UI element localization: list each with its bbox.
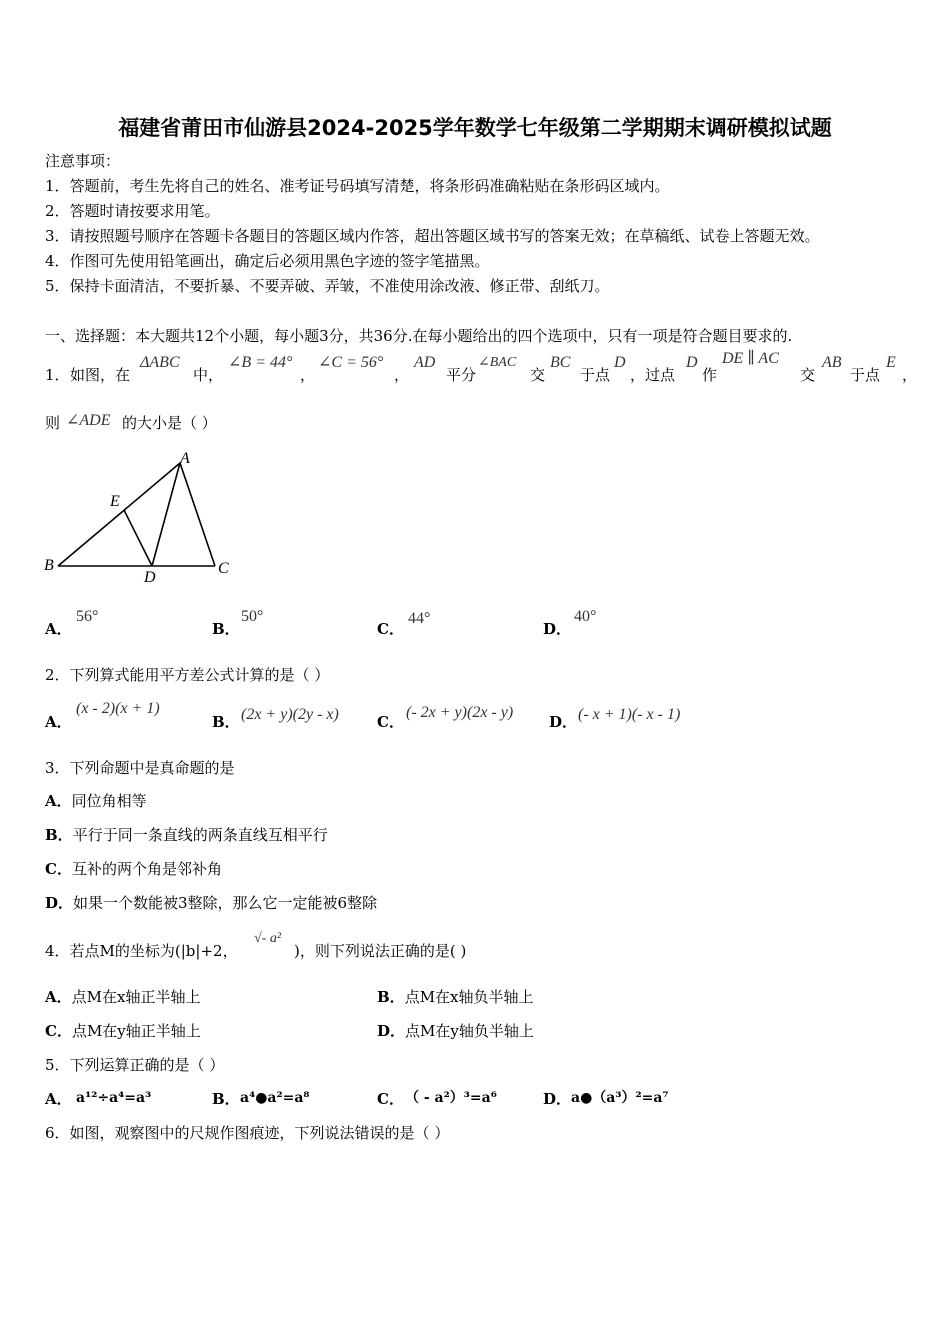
q1-option-c-label[interactable]: C． (377, 620, 404, 638)
q4-option-b[interactable] (377, 988, 534, 1006)
q1-option-b-value: 50° (241, 608, 264, 625)
label-b: B (44, 557, 54, 574)
q4-option-b-label: B． (377, 988, 405, 1006)
q4-sqrt-expression: √- a² (254, 931, 282, 946)
q1-text: ，过点 (630, 366, 676, 384)
q1-text: ， (394, 366, 410, 384)
question-3-stem: 3．下列命题中是真命题的是 (45, 759, 235, 777)
q2-option-c-value: (- 2x + y)(2x - y) (406, 704, 514, 721)
q1-math-d: D (614, 354, 626, 371)
q1-text: 作 (702, 366, 718, 384)
q1-text: ， (902, 366, 918, 384)
q1-math-angle-c: ∠C = 56° (318, 354, 384, 371)
q1-text: 则 (45, 414, 61, 432)
q4-option-c-value: 点M在y轴正半轴上 (71, 1022, 201, 1040)
q4-option-d-value: 点M在y轴负半轴上 (405, 1022, 534, 1040)
q2-option-b-value: (2x + y)(2y - x) (241, 706, 339, 723)
q3-option-c-label: C． (45, 860, 72, 878)
q1-option-d-value: 40° (574, 608, 597, 625)
q1-text: 如图，在 (70, 366, 131, 384)
question-2-stem: 2．下列算式能用平方差公式计算的是（ ） (45, 666, 330, 684)
q2-option-d-value: (- x + 1)(- x - 1) (578, 706, 681, 723)
section-heading: 一、选择题：本大题共12个小题，每小题3分，共36分.在每小题给出的四个选项中，只有一项是符合题目要求的. (45, 327, 793, 345)
q1-text: 交 (800, 366, 816, 384)
q1-text: 平分 (446, 366, 477, 384)
q5-option-d-value: a●（a³）²=a⁷ (571, 1090, 669, 1106)
notice-item: 5．保持卡面清洁，不要折暴、不要弄破、弄皱，不准使用涂改液、修正带、刮纸刀。 (45, 277, 610, 295)
q5-option-b-label[interactable]: B． (212, 1090, 240, 1108)
q5-option-b-value: a⁴●a²=a⁸ (240, 1090, 310, 1106)
q3-option-b[interactable] (45, 826, 328, 844)
q4-option-d[interactable] (377, 1022, 534, 1040)
q5-option-c-label[interactable]: C． (377, 1090, 404, 1108)
notice-item: 3．请按照题号顺序在答题卡各题目的答题区域内作答，超出答题区域书写的答案无效；在草稿纸、试卷上答题无效。 (45, 227, 820, 245)
q3-option-a-value: 同位角相等 (71, 792, 147, 810)
q3-option-b-label: B． (45, 826, 73, 844)
q3-option-d-value: 如果一个数能被3整除，那么它一定能被6整除 (73, 894, 378, 912)
q4-option-a[interactable] (45, 988, 200, 1006)
q5-option-d-label[interactable]: D． (543, 1090, 572, 1108)
q1-math-de-parallel-ac: DE ∥ AC (722, 350, 779, 367)
q2-option-a-label[interactable]: A． (45, 713, 72, 731)
notice-item: 1．答题前，考生先将自己的姓名、准考证号码填写清楚，将条形码准确粘贴在条形码区域内。 (45, 177, 670, 195)
q3-option-d[interactable] (45, 894, 377, 912)
q3-option-d-label: D． (45, 894, 74, 912)
q4-option-b-value: 点M在x轴负半轴上 (404, 988, 534, 1006)
question-6-stem: 6．如图，观察图中的尺规作图痕迹，下列说法错误的是（ ） (45, 1124, 450, 1142)
label-d: D (144, 569, 156, 586)
q5-option-a-label[interactable]: A． (45, 1090, 72, 1108)
q1-text: 于点 (580, 366, 611, 384)
q4-option-a-label: A． (45, 988, 72, 1006)
q1-text: 于点 (850, 366, 881, 384)
notice-item: 2．答题时请按要求用笔。 (45, 202, 220, 220)
q1-math-ad: AD (414, 354, 436, 371)
q2-option-d-label[interactable]: D． (549, 713, 578, 731)
page-title: 福建省莆田市仙游县2024-2025学年数学七年级第二学期期末调研模拟试题 (118, 116, 832, 140)
q1-math-d: D (686, 354, 698, 371)
q1-math-angle-b: ∠B = 44° (228, 354, 293, 371)
q1-option-a-label[interactable]: A． (45, 620, 72, 638)
label-e: E (110, 493, 120, 510)
q4-option-a-value: 点M在x轴正半轴上 (71, 988, 201, 1006)
q1-text: 交 (530, 366, 546, 384)
q2-option-a-value: (x - 2)(x + 1) (76, 700, 160, 717)
q1-math-bc: BC (550, 354, 571, 371)
q1-math-e: E (886, 354, 896, 371)
q2-option-c-label[interactable]: C． (377, 713, 404, 731)
q2-option-b-label[interactable]: B． (212, 713, 240, 731)
q4-option-d-label: D． (377, 1022, 406, 1040)
q3-option-b-value: 平行于同一条直线的两条直线互相平行 (72, 826, 328, 844)
question-4-stem-a: 4．若点M的坐标为(|b|+2， (45, 942, 238, 960)
q4-option-c-label: C． (45, 1022, 72, 1040)
q4-option-c[interactable] (45, 1022, 201, 1040)
q1-math-angle-ade: ∠ADE (66, 412, 111, 429)
q1-math-triangle: ΔABC (140, 354, 180, 371)
q1-text: ， (300, 366, 316, 384)
q3-option-c-value: 互补的两个角是邻补角 (71, 860, 222, 878)
q5-option-a-value: a¹²÷a⁴=a³ (76, 1090, 152, 1106)
q1-text: 中， (193, 366, 224, 384)
question-4-stem-b: )，则下列说法正确的是( ) (294, 942, 467, 960)
label-c: C (218, 560, 229, 577)
q1-text: 的大小是（ ） (122, 414, 217, 432)
q1-math-angle-bac: ∠BAC (478, 355, 517, 370)
notice-item: 4．作图可先使用铅笔画出，确定后必须用黑色字迹的签字笔描黑。 (45, 252, 490, 270)
q1-option-d-label[interactable]: D． (543, 620, 572, 638)
question-number: 1． (45, 366, 70, 384)
q1-triangle-figure (40, 448, 240, 588)
q1-math-ab: AB (822, 354, 842, 371)
notice-heading: 注意事项： (45, 152, 121, 170)
question-5-stem: 5．下列运算正确的是（ ） (45, 1056, 225, 1074)
q1-option-b-label[interactable]: B． (212, 620, 240, 638)
q3-option-c[interactable] (45, 860, 222, 878)
q3-option-a[interactable] (45, 792, 147, 810)
q5-option-c-value: （ - a²）³=a⁶ (405, 1090, 497, 1106)
q1-option-a-value: 56° (76, 608, 99, 625)
q1-option-c-value: 44° (408, 610, 431, 627)
q3-option-a-label: A． (45, 792, 72, 810)
label-a: A (180, 450, 190, 467)
